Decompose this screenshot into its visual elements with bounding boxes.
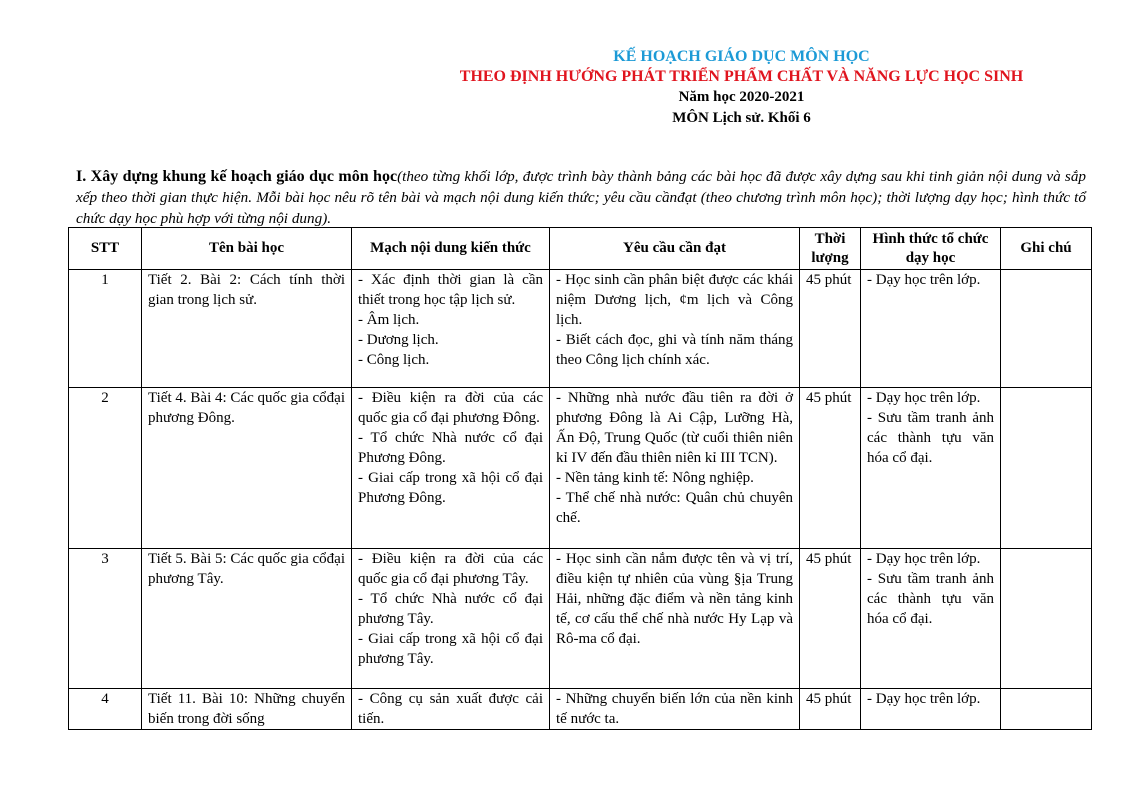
content-line: - Xác định thời gian là cần thiết trong học tập lịch sử. — [358, 272, 543, 308]
requirement-line: - Thể chế nhà nước: Quân chủ chuyên chế. — [556, 490, 793, 526]
format-line: - Dạy học trên lớp. — [867, 272, 981, 288]
cell-format — [861, 549, 1001, 689]
content-line: - Điều kiện ra đời của các quốc gia cổ đại phương Đông. — [358, 390, 543, 426]
lesson-plan-table — [68, 227, 1092, 730]
content-line: - Giai cấp trong xã hội cổ đại phương Tây. — [358, 631, 543, 667]
cell-lesson: Tiết 11. Bài 10: Những chuyển biến trong đời sống — [142, 689, 352, 730]
cell-duration: 45 phút — [800, 689, 861, 730]
content-line: - Giai cấp trong xã hội cổ đại Phương Đông. — [358, 470, 543, 506]
section-description: (theo từng khối lớp, được trình bày thành bảng các bài học đã được xây dựng sau khi tinh giản nội dung và sắp xếp theo thời gian thực hiện. Mỗi bài học nêu rõ tên bài và mạch nội dung kiến thức; yêu cầu cầnđạt (theo chương trình môn học); thời lượng dạy học; hình thức tổ chức dạy học phù hợp với từng nội dung). — [76, 168, 1087, 227]
content-line: - Âm lịch. — [358, 312, 420, 328]
format-line: - Dạy học trên lớp. — [867, 691, 981, 707]
table-row — [69, 689, 1092, 730]
cell-requirements — [550, 388, 800, 549]
cell-lesson: Tiết 4. Bài 4: Các quốc gia cổđại phương Đông. — [142, 388, 352, 549]
cell-lesson: Tiết 5. Bài 5: Các quốc gia cổđại phương Tây. — [142, 549, 352, 689]
school-year: Năm học 2020-2021 — [678, 89, 805, 105]
cell-stt: 4 — [69, 689, 142, 730]
cell-format — [861, 388, 1001, 549]
table-header-row — [69, 228, 1092, 270]
column-header-requirements: Yêu cầu cần đạt — [550, 228, 800, 270]
content-line: - Tổ chức Nhà nước cổ đại phương Tây. — [358, 591, 543, 627]
cell-stt: 1 — [69, 270, 142, 388]
cell-content — [352, 689, 550, 730]
column-header-stt: STT — [69, 228, 142, 270]
content-line: - Tổ chức Nhà nước cổ đại Phương Đông. — [358, 430, 543, 466]
section-intro — [76, 166, 1086, 229]
requirement-line: - Học sinh cần nắm được tên và vị trí, điều kiện tự nhiên của vùng §ịa Trung Hải, những đặc điểm và nền tảng kinh tế, cơ cấu thể chế nhà nước Hy Lạp và Rô-ma cổ đại. — [556, 551, 793, 647]
content-line: - Công cụ sản xuất được cải tiến. — [358, 691, 543, 727]
cell-requirements — [550, 270, 800, 388]
column-header-lesson: Tên bài học — [142, 228, 352, 270]
plan-title: KẾ HOẠCH GIÁO DỤC MÔN HỌC — [613, 48, 870, 65]
cell-duration: 45 phút — [800, 270, 861, 388]
cell-note — [1001, 270, 1092, 388]
cell-duration: 45 phút — [800, 388, 861, 549]
column-header-note: Ghi chú — [1001, 228, 1092, 270]
requirement-line: - Học sinh cần phân biệt được các khái niệm Dương lịch, ¢m lịch và Công lịch. — [556, 272, 793, 328]
format-line: - Sưu tầm tranh ảnh các thành tựu văn hóa cổ đại. — [867, 410, 994, 466]
cell-duration: 45 phút — [800, 549, 861, 689]
subject-grade: MÔN Lịch sử. Khối 6 — [672, 110, 811, 126]
cell-lesson: Tiết 2. Bài 2: Cách tính thời gian trong lịch sử. — [142, 270, 352, 388]
cell-note — [1001, 689, 1092, 730]
column-header-content: Mạch nội dung kiến thức — [352, 228, 550, 270]
column-header-format: Hình thức tổ chức dạy học — [861, 228, 1001, 270]
content-line: - Công lịch. — [358, 352, 430, 368]
column-header-duration: Thời lượng — [800, 228, 861, 270]
plan-subtitle: THEO ĐỊNH HƯỚNG PHÁT TRIỂN PHẨM CHẤT VÀ NĂNG LỰC HỌC SINH — [459, 68, 1024, 85]
requirement-line: - Những nhà nước đầu tiên ra đời ở phương Đông là Ai Cập, Lưỡng Hà, Ấn Độ, Trung Quốc (từ cuối thiên niên kỉ IV đến đầu thiên niên kỉ III TCN). — [556, 390, 793, 466]
cell-format — [861, 689, 1001, 730]
section-heading: I. Xây dựng khung kế hoạch giáo dục môn học — [76, 168, 398, 185]
table-row — [69, 388, 1092, 549]
cell-stt: 2 — [69, 388, 142, 549]
cell-note — [1001, 549, 1092, 689]
cell-format — [861, 270, 1001, 388]
format-line: - Dạy học trên lớp. — [867, 551, 981, 567]
cell-content — [352, 270, 550, 388]
table-row — [69, 270, 1092, 388]
content-line: - Điều kiện ra đời của các quốc gia cổ đại phương Tây. — [358, 551, 543, 587]
requirement-line: - Nền tảng kinh tế: Nông nghiệp. — [556, 470, 754, 486]
cell-content — [352, 549, 550, 689]
format-line: - Dạy học trên lớp. — [867, 390, 981, 406]
format-line: - Sưu tầm tranh ảnh các thành tựu văn hóa cổ đại. — [867, 571, 994, 627]
content-line: - Dương lịch. — [358, 332, 439, 348]
cell-note — [1001, 388, 1092, 549]
requirement-line: - Những chuyển biến lớn của nền kinh tế nước ta. — [556, 691, 793, 727]
cell-requirements — [550, 689, 800, 730]
cell-stt: 3 — [69, 549, 142, 689]
requirement-line: - Biết cách đọc, ghi và tính năm tháng theo Công lịch chính xác. — [556, 332, 793, 368]
table-row — [69, 549, 1092, 689]
cell-requirements — [550, 549, 800, 689]
cell-content — [352, 388, 550, 549]
